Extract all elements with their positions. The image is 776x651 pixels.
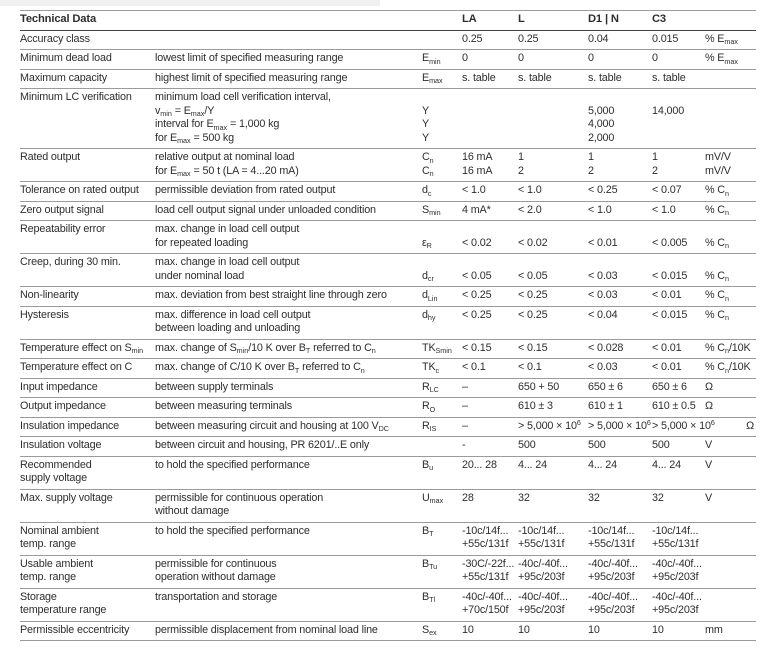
value-cell-l: -40c/-40f... +95c/203f bbox=[518, 590, 568, 616]
parameter-name: Nominal ambient temp. range bbox=[20, 524, 99, 550]
value-cell-l: < 1.0 bbox=[518, 184, 542, 196]
table-row bbox=[20, 379, 756, 399]
value-cell-l: 500 bbox=[518, 439, 536, 451]
value-cell-d1n: < 0.25 bbox=[588, 184, 618, 196]
table-row bbox=[20, 418, 756, 438]
value-cell-l: 1 2 bbox=[518, 151, 524, 177]
symbol-cell: $TK_c$ bbox=[422, 361, 440, 375]
value-cell-c3: 1 2 bbox=[652, 151, 658, 177]
symbol-cell: $C_n$ $C_n$ bbox=[422, 151, 434, 178]
symbol-cell bbox=[422, 33, 462, 47]
value-cell-l bbox=[518, 91, 588, 145]
symbol-cell: $B_u$ bbox=[422, 458, 434, 472]
parameter-name: Recommended supply voltage bbox=[20, 458, 92, 484]
unit-cell: V bbox=[705, 458, 713, 471]
value-cell-l: -10c/14f... +55c/131f bbox=[518, 524, 565, 550]
parameter-name: Hysteresis bbox=[20, 308, 69, 321]
parameter-description: to hold the specified performance bbox=[155, 524, 310, 537]
parameter-name: Zero output signal bbox=[20, 203, 104, 216]
value-cell-d1n: 10 bbox=[588, 623, 600, 636]
value-cell-d1n: 0 bbox=[588, 52, 594, 64]
value-cell-c3: 0.015 bbox=[652, 32, 679, 45]
column-header-c3: C3 bbox=[652, 13, 667, 25]
unit-cell: Ω bbox=[705, 400, 713, 412]
table-row bbox=[20, 307, 756, 340]
parameter-name: Insulation impedance bbox=[20, 419, 120, 432]
value-cell-d1n: 32 bbox=[588, 491, 600, 504]
value-cell-c3: 4... 24 bbox=[652, 458, 681, 471]
parameter-name: Accuracy class bbox=[20, 32, 90, 45]
symbol-cell: $B_{Tu}$ bbox=[422, 557, 438, 571]
value-cell-la: 16 mA 16 mA bbox=[462, 151, 493, 177]
parameter-description: between measuring terminals bbox=[155, 400, 292, 412]
symbol-cell: $B_{Tl}$ bbox=[422, 590, 436, 604]
value-cell-l: < 0.25 bbox=[518, 289, 548, 301]
value-cell-c3: 500 bbox=[652, 439, 670, 451]
parameter-description: max. difference in load cell output between loading and unloading bbox=[155, 308, 311, 334]
parameter-description: between circuit and housing, PR 6201/..E only bbox=[155, 439, 370, 451]
value-cell-la: – bbox=[462, 400, 468, 412]
value-cell-d1n: < 0.01 bbox=[588, 236, 618, 249]
unit-cell bbox=[705, 591, 756, 618]
symbol-cell: $E_{min}$ bbox=[422, 52, 441, 66]
symbol-cell: $R_{LC}$ bbox=[422, 380, 439, 394]
parameter-name: Maximum capacity bbox=[20, 71, 107, 84]
parameter-description: max. change in load cell output under nominal load bbox=[155, 256, 300, 282]
table-row bbox=[20, 523, 756, 556]
unit-cell: % $C_n/10K$ bbox=[705, 341, 751, 355]
value-cell-l: < 0.25 bbox=[518, 308, 548, 321]
value-cell-l: 650 + 50 bbox=[518, 380, 560, 393]
value-cell-la: -40c/-40f... +70c/150f bbox=[462, 590, 512, 616]
value-cell-la: 0.25 bbox=[462, 32, 483, 45]
parameter-name: Input impedance bbox=[20, 380, 98, 393]
value-cell-c3: < 0.01 bbox=[652, 341, 682, 354]
scan-artifact bbox=[0, 0, 380, 6]
symbol-cell: $S_{min}$ bbox=[422, 203, 441, 217]
value-cell-d1n: 650 ± 6 bbox=[588, 380, 623, 393]
value-cell-la: - bbox=[462, 439, 466, 451]
parameter-description: permissible for continuous operation without damage bbox=[155, 491, 324, 517]
table-row bbox=[20, 89, 756, 149]
value-cell-c3: -10c/14f... +55c/131f bbox=[652, 524, 699, 550]
parameter-name: Storage temperature range bbox=[20, 590, 107, 616]
value-cell-la: 20... 28 bbox=[462, 458, 497, 471]
parameter-description: max. deviation from best straight line through zero bbox=[155, 289, 387, 301]
value-cell-d1n: < 0.03 bbox=[588, 361, 618, 373]
value-cell-l: < 0.1 bbox=[518, 361, 542, 373]
parameter-name: Temperature effect on $S_{min}$ bbox=[20, 341, 144, 355]
page-title: Technical Data bbox=[20, 13, 97, 25]
unit-cell: % $C_n$ bbox=[705, 289, 729, 303]
parameter-name: Repeatability error bbox=[20, 223, 106, 235]
parameter-name: Tolerance on rated output bbox=[20, 184, 139, 196]
unit-cell bbox=[705, 91, 756, 145]
value-cell-d1n: < 0.04 bbox=[588, 308, 618, 321]
value-cell-la: < 0.25 bbox=[462, 308, 492, 321]
parameter-description: permissible deviation from rated output bbox=[155, 184, 336, 196]
column-header-l: L bbox=[518, 13, 525, 25]
value-cell-la: < 0.15 bbox=[462, 341, 492, 354]
value-cell-c3: > $5,000 \times 10^6$ bbox=[652, 417, 715, 432]
value-cell-l: 0 bbox=[518, 52, 524, 64]
value-cell-c3: < 0.015 bbox=[652, 269, 688, 282]
unit-cell: % $E_{max}$ bbox=[705, 32, 738, 46]
value-cell-l: < 2.0 bbox=[518, 203, 542, 216]
value-cell-la: 4 mA* bbox=[462, 203, 491, 216]
value-cell-d1n: 1 2 bbox=[588, 151, 594, 177]
unit-cell: mV/V mV/V bbox=[705, 151, 731, 177]
symbol-cell: $E_{max}$ bbox=[422, 71, 443, 85]
table-row bbox=[20, 490, 756, 523]
value-cell-la: – bbox=[462, 419, 468, 432]
value-cell-d1n: < 0.028 bbox=[588, 341, 624, 354]
value-cell-d1n: 0.04 bbox=[588, 32, 609, 45]
value-cell-c3: < 0.01 bbox=[652, 289, 682, 301]
parameter-name: Usable ambient temp. range bbox=[20, 557, 93, 583]
parameter-description: max. change of $S_{min}/10$ K over $B_T$ referred to $C_n$ bbox=[155, 341, 376, 355]
value-cell-l: s. table bbox=[518, 71, 552, 84]
value-cell-c3: s. table bbox=[652, 71, 686, 84]
value-cell-d1n: < 0.03 bbox=[588, 289, 618, 301]
unit-cell: V bbox=[705, 439, 713, 451]
symbol-cell: $S_{ex}$ bbox=[422, 623, 437, 637]
value-cell-c3: 32 bbox=[652, 491, 664, 504]
value-cell-la: < 0.1 bbox=[462, 361, 486, 373]
symbol-cell: $R_O$ bbox=[422, 400, 436, 414]
value-cell-l: 4... 24 bbox=[518, 458, 547, 471]
unit-cell: Ω bbox=[705, 380, 713, 393]
parameter-name: Temperature effect on C bbox=[20, 361, 133, 373]
unit-cell bbox=[705, 558, 756, 585]
value-cell-l: -40c/-40f... +95c/203f bbox=[518, 557, 568, 583]
parameter-name: Creep, during 30 min. bbox=[20, 256, 121, 268]
unit-cell bbox=[705, 525, 756, 552]
table-row bbox=[20, 50, 756, 70]
parameter-description: load cell output signal under unloaded condition bbox=[155, 203, 376, 216]
symbol-cell: $d_{Lin}$ bbox=[422, 289, 438, 303]
parameter-description: between measuring circuit and housing at 100 $V_{DC}$ bbox=[155, 419, 389, 433]
value-cell-d1n: 500 bbox=[588, 439, 606, 451]
value-cell-la: 28 bbox=[462, 491, 474, 504]
value-cell-l: 610 ± 3 bbox=[518, 400, 553, 412]
value-cell-d1n: 610 ± 1 bbox=[588, 400, 623, 412]
unit-cell: mm bbox=[705, 623, 723, 636]
value-cell-la: 10 bbox=[462, 623, 474, 636]
value-cell-c3: 610 ± 0.5 bbox=[652, 400, 696, 412]
symbol-cell: $d_{cr}$ bbox=[422, 269, 434, 283]
parameter-name: Permissible eccentricity bbox=[20, 623, 130, 636]
table-row bbox=[20, 340, 756, 360]
value-cell-c3: 0 bbox=[652, 52, 658, 64]
value-cell-l: 10 bbox=[518, 623, 530, 636]
header-description-spacer bbox=[155, 13, 422, 27]
value-cell-d1n: -40c/-40f... +95c/203f bbox=[588, 590, 638, 616]
header-unit-spacer bbox=[705, 13, 756, 27]
table-row bbox=[20, 254, 756, 287]
unit-cell: % $C_n$ bbox=[705, 184, 729, 198]
unit-cell: % $C_n$ bbox=[705, 236, 729, 250]
parameter-description: transportation and storage bbox=[155, 590, 278, 603]
symbol-cell: $R_{IS}$ bbox=[422, 419, 437, 433]
parameter-description bbox=[155, 33, 422, 47]
value-cell-d1n: 4... 24 bbox=[588, 458, 617, 471]
value-cell-la: < 1.0 bbox=[462, 184, 486, 196]
parameter-name: Minimum LC verification bbox=[20, 91, 132, 103]
value-cell-c3: 14,000 bbox=[652, 104, 685, 117]
value-cell-d1n: > $5,000 \times 10^6$ bbox=[588, 417, 651, 432]
value-cell-c3: < 0.005 bbox=[652, 236, 688, 249]
parameter-name: Insulation voltage bbox=[20, 439, 102, 451]
value-cell-c3: < 1.0 bbox=[652, 203, 676, 216]
value-cell-d1n: -10c/14f... +55c/131f bbox=[588, 524, 635, 550]
parameter-description: lowest limit of specified measuring range bbox=[155, 52, 344, 64]
symbol-cell bbox=[422, 439, 462, 453]
unit-cell: % $C_n$ bbox=[705, 269, 729, 283]
value-cell-l: 0.25 bbox=[518, 32, 539, 45]
table-row bbox=[20, 556, 756, 589]
symbol-cell: $B_T$ bbox=[422, 524, 434, 538]
value-cell-la bbox=[462, 91, 518, 145]
parameter-name: Max. supply voltage bbox=[20, 491, 113, 504]
value-cell-d1n: < 0.03 bbox=[588, 269, 618, 282]
parameter-description: to hold the specified performance bbox=[155, 458, 310, 471]
value-cell-d1n: 5,000 4,000 2,000 bbox=[588, 104, 615, 144]
parameter-name: Non-linearity bbox=[20, 289, 79, 301]
symbol-cell: $U_{max}$ bbox=[422, 491, 444, 505]
parameter-name: Minimum dead load bbox=[20, 52, 112, 64]
header-symbol-spacer bbox=[422, 13, 462, 27]
value-cell-la: -30C/-22f... +55c/131f bbox=[462, 557, 515, 583]
value-cell-d1n: -40c/-40f... +95c/203f bbox=[588, 557, 638, 583]
table-row bbox=[20, 622, 756, 642]
value-cell-c3: < 0.01 bbox=[652, 361, 682, 373]
value-cell-la: 0 bbox=[462, 52, 468, 64]
symbol-cell: $d_{hy}$ bbox=[422, 308, 436, 322]
unit-cell: % $C_n/10K$ bbox=[705, 361, 751, 375]
parameter-description: highest limit of specified measuring range bbox=[155, 71, 348, 84]
table-row bbox=[20, 31, 756, 51]
value-cell-la: < 0.25 bbox=[462, 289, 492, 301]
table-row bbox=[20, 437, 756, 457]
parameter-name: Rated output bbox=[20, 151, 81, 163]
value-cell-c3: -40c/-40f... +95c/203f bbox=[652, 557, 702, 583]
parameter-description: max. change of C/10 K over $B_T$ referred to $C_n$ bbox=[155, 361, 365, 375]
table-row bbox=[20, 182, 756, 202]
table-row bbox=[20, 202, 756, 222]
table-row bbox=[20, 398, 756, 418]
value-cell-l: > $5,000 \times 10^6$ bbox=[518, 417, 581, 432]
parameter-name: Output impedance bbox=[20, 400, 106, 412]
parameter-description: relative output at nominal load for $E_{max} = 50$ t (LA = 4...20 mA) bbox=[155, 151, 299, 178]
value-cell-la: – bbox=[462, 380, 468, 393]
symbol-cell: Y Y Y bbox=[422, 104, 430, 144]
value-cell-la: s. table bbox=[462, 71, 496, 84]
parameter-description: minimum load cell verification interval, $v_{min} = E_{max}/Y$ interval for $E_{max} = 1,000$ kg for $E_{max} = 500$ kg bbox=[155, 91, 331, 145]
table-row bbox=[20, 221, 756, 254]
table-header bbox=[20, 10, 756, 31]
unit-cell: % $E_{max}$ bbox=[705, 52, 738, 66]
value-cell-l: < 0.05 bbox=[518, 269, 548, 282]
value-cell-l: < 0.15 bbox=[518, 341, 548, 354]
parameter-description: permissible for continuous operation without damage bbox=[155, 557, 277, 583]
table-row bbox=[20, 457, 756, 490]
unit-cell: % $C_n$ bbox=[705, 308, 729, 322]
value-cell-d1n: s. table bbox=[588, 71, 622, 84]
value-cell-d1n: < 1.0 bbox=[588, 203, 612, 216]
value-cell-c3: < 0.07 bbox=[652, 184, 682, 196]
value-cell-la: -10c/14f... +55c/131f bbox=[462, 524, 509, 550]
value-cell-l: < 0.02 bbox=[518, 236, 548, 249]
value-cell-c3: -40c/-40f... +95c/203f bbox=[652, 590, 702, 616]
value-cell-c3: < 0.015 bbox=[652, 308, 688, 321]
table-row bbox=[20, 359, 756, 379]
table-row bbox=[20, 589, 756, 622]
symbol-cell: $\varepsilon_R$ bbox=[422, 236, 432, 250]
value-cell-la: < 0.02 bbox=[462, 236, 492, 249]
parameter-description: permissible displacement from nominal load line bbox=[155, 623, 378, 636]
technical-data-table bbox=[20, 10, 756, 641]
unit-cell: % $C_n$ bbox=[705, 203, 729, 217]
table-row bbox=[20, 149, 756, 182]
value-cell-c3: 650 ± 6 bbox=[652, 380, 687, 393]
unit-cell bbox=[705, 72, 756, 86]
table-body bbox=[20, 31, 756, 642]
table-row bbox=[20, 287, 756, 307]
column-header-la: LA bbox=[462, 13, 477, 25]
unit-cell: V bbox=[705, 491, 713, 504]
table-row bbox=[20, 70, 756, 90]
symbol-cell: $d_c$ bbox=[422, 184, 432, 198]
value-cell-la: < 0.05 bbox=[462, 269, 492, 282]
column-header-d1n: D1 | N bbox=[588, 13, 619, 25]
symbol-cell: $TK_{Smin}$ bbox=[422, 341, 452, 355]
parameter-description: max. change in load cell output for repeated loading bbox=[155, 223, 300, 249]
unit-cell: Ω bbox=[746, 419, 754, 432]
value-cell-c3: 10 bbox=[652, 623, 664, 636]
value-cell-l: 32 bbox=[518, 491, 530, 504]
parameter-description: between supply terminals bbox=[155, 380, 274, 393]
